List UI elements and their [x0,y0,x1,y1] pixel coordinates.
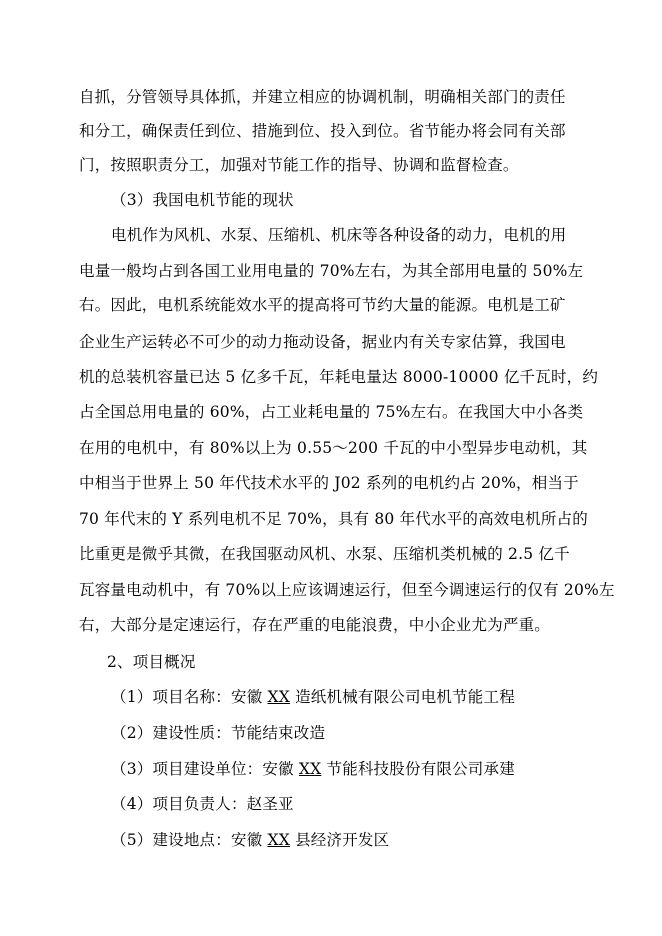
paragraph-line: 右，大部分是定速运行，存在严重的电能浪费，中小企业尤为严重。 [79,616,551,634]
section-heading: 2、项目概况 [107,653,196,671]
project-item-prefix: （3）项目建设单位：安徽 [111,760,299,778]
paragraph-line: 机的总装机容量已达 5 亿多千瓦，年耗电量达 8000-10000 亿千瓦时，约 [79,368,599,386]
paragraph-line: 比重更是微乎其微，在我国驱动风机、水泵、压缩机类机械的 2.5 亿千 [79,545,570,563]
project-item-prefix: （5）建设地点：安徽 [111,831,268,849]
paragraph-line: 和分工，确保责任到位、措施到位、投入到位。省节能办将会同有关部 [79,122,566,140]
project-item [111,722,631,744]
project-item [111,829,631,851]
section-heading: （3）我国电机节能的现状 [111,191,294,209]
paragraph-line: 70 年代末的 Y 系列电机不足 70%，具有 80 年代水平的高效电机所占的 [79,510,588,528]
project-item [111,793,631,815]
paragraph-line: 中相当于世界上 50 年代技术水平的 J02 系列的电机约占 20%，相当于 [79,474,579,492]
project-item-suffix: 县经济开发区 [289,831,390,849]
placeholder-mark: XX [298,760,322,778]
paragraph-line: 右。因此，电机系统能效水平的提高将可节约大量的能源。电机是工矿 [79,296,566,314]
paragraph-line: 瓦容量电动机中，有 70%以上应该调速运行，但至今调速运行的仅有 20%左 [79,581,615,599]
project-item-prefix: （4）项目负责人：赵圣亚 [111,795,294,813]
project-item-prefix: （2）建设性质：节能结束改造 [111,724,326,742]
paragraph-line: 电量一般均占到各国工业用电量的 70%左右，为其全部用电量的 50%左 [79,262,584,280]
paragraph-line: 电机作为风机、水泵、压缩机、机床等各种设备的动力，电机的用 [111,226,567,244]
paragraph-line: 占全国总用电量的 60%，占工业耗电量的 75%左右。在我国大中小各类 [79,403,584,421]
project-item [111,686,631,708]
placeholder-mark: XX [267,831,290,849]
placeholder-mark: XX [267,688,290,706]
project-item-suffix: 造纸机械有限公司电机节能工程 [289,688,515,706]
paragraph-line: 门，按照职责分工，加强对节能工作的指导、协调和监督检查。 [79,156,519,174]
paragraph-line: 在用的电机中，有 80%以上为 0.55～200 千瓦的中小型异步电动机，其 [79,439,588,457]
paragraph-line: 自抓，分管领导具体抓，并建立相应的协调机制，明确相关部门的责任 [79,88,566,106]
project-item-suffix: 节能科技股份有限公司承建 [321,760,515,778]
project-item [111,758,631,780]
project-item-prefix: （1）项目名称：安徽 [111,688,268,706]
paragraph-line: 企业生产运转必不可少的动力拖动设备，据业内有关专家估算，我国电 [79,333,566,351]
